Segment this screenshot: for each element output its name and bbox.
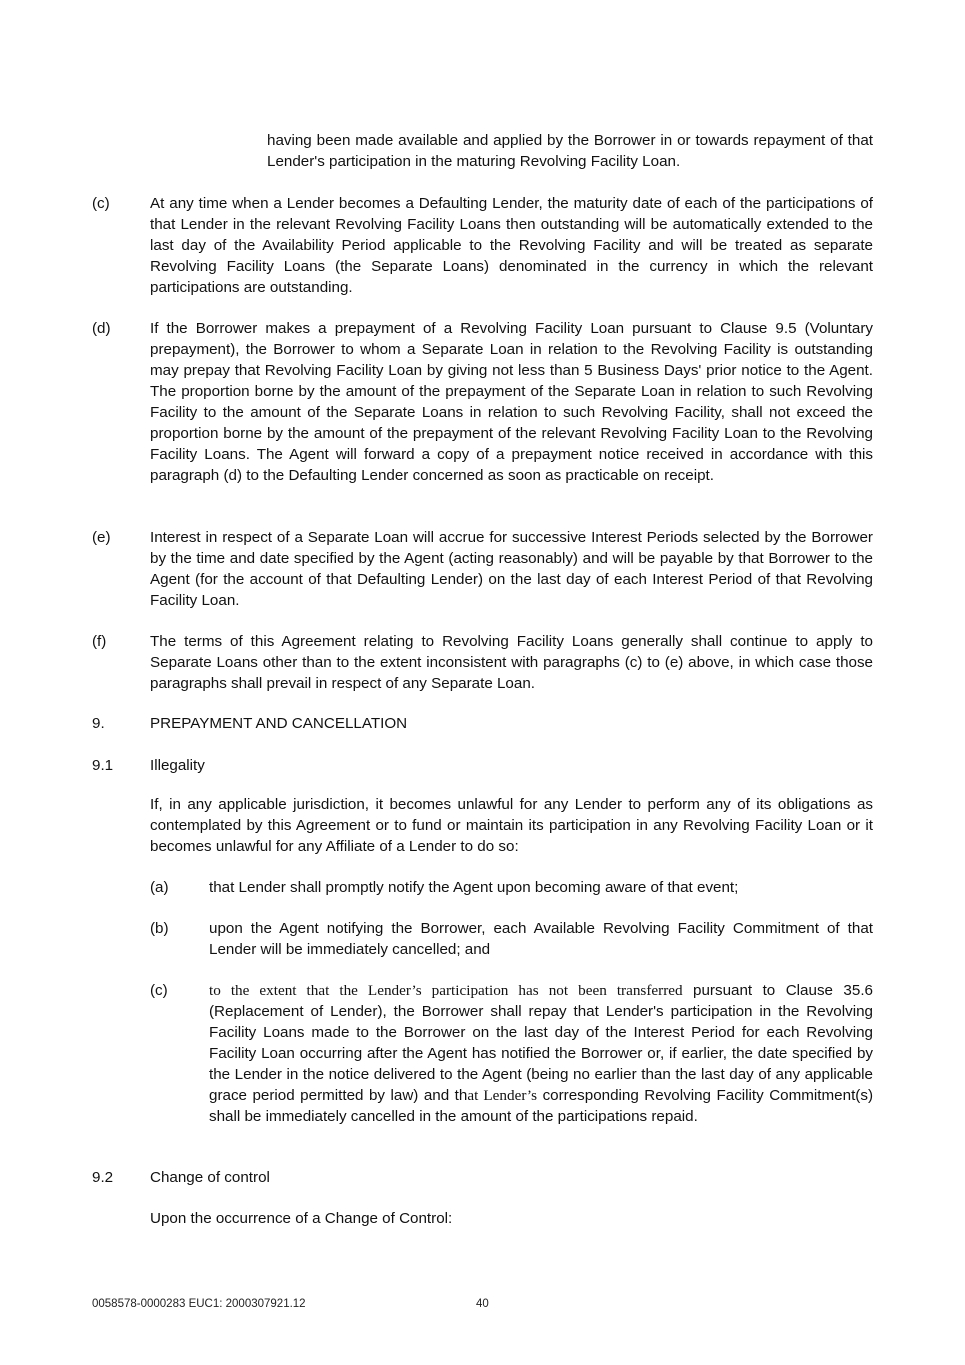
- clause-9-2-number: 9.2: [92, 1169, 114, 1186]
- paragraph-f-text: The terms of this Agreement relating to Revolving Facility Loans generally shall continue to apply to Separate Loans other than to the extent inconsistent with paragraphs (c) to (e) above, in which case those paragraphs shall prevail in respect of any Separate Loan.: [150, 633, 873, 692]
- clause-9-1-item-label-a: (a): [150, 879, 169, 896]
- clause-9-1-item-c-text: [209, 980, 873, 1127]
- clause-9-1-item-label-c: (c): [150, 982, 168, 999]
- clause-9-1-number: 9.1: [92, 757, 114, 774]
- item-c-end: corresponding Revolving Facility Commitment(s) shall be immediately cancelled in the amount of the participations repaid.: [209, 1087, 874, 1125]
- section-number: 9.: [92, 715, 105, 732]
- section-heading: PREPAYMENT AND CANCELLATION: [150, 715, 408, 732]
- paragraph-label-f: (f): [92, 633, 107, 650]
- paragraph-label-d: (d): [92, 320, 111, 337]
- clause-9-1-heading: Illegality: [150, 757, 205, 774]
- clause-9-2-heading: Change of control: [150, 1169, 270, 1186]
- clause-9-1-item-a-text: that Lender shall promptly notify the Agent upon becoming aware of that event;: [209, 879, 739, 896]
- paragraph-d-text: If the Borrower makes a prepayment of a Revolving Facility Loan pursuant to Clause 9.5 (Voluntary prepayment), the Borrower to whom a Separate Loan in relation to the Revolving Facility is outstanding may prepay that Revolving Facility Loan by giving not less than 5 Business Days' prior notice to the Agent. The proportion borne by the amount of the prepayment of the Separate Loan in relation to such Revolving Facility to the amount of the Separate Loans in relation to such Revolving Facility, shall not exceed the proportion borne by the amount of the prepayment of the relevant Revolving Facility Loan to the Revolving Facility Loans. The Agent will forward a copy of a prepayment notice received in accordance with this paragraph (d) to the Defaulting Lender concerned as soon as practicable on receipt.: [150, 320, 873, 484]
- footer-page-number: 40: [476, 1298, 489, 1310]
- item-c-serif-end: at Lender’s: [467, 1087, 538, 1104]
- item-c-middle: pursuant to Clause 35.6 (Replacement of Lender), the Borrower shall repay that Lender's participation in the Revolving Facility Loans made to the Borrower on the last day of the Interest Period for each Revolving Facility Loan occurring after the Agent has notified the Borrower or, if earlier, the date specified by the Lender in the notice delivered to the Agent (being no earlier than the last day of any applicable grace period permitted by law) and th: [209, 982, 873, 1104]
- clause-9-1-intro: If, in any applicable jurisdiction, it becomes unlawful for any Lender to perform any of its obligations as contemplated by this Agreement or to fund or maintain its participation in any Revolving Facility Loan or it becomes unlawful for any Affiliate of a Lender to do so:: [150, 796, 873, 855]
- clause-9-1-item-b-text: upon the Agent notifying the Borrower, each Available Revolving Facility Commitment of that Lender will be immediately cancelled; and: [209, 920, 873, 958]
- clause-9-2-intro: Upon the occurrence of a Change of Control:: [150, 1210, 453, 1227]
- footer-doc-reference: 0058578-0000283 EUC1: 2000307921.12: [92, 1298, 306, 1310]
- paragraph-label-e: (e): [92, 529, 111, 546]
- continuation-paragraph: having been made available and applied by the Borrower in or towards repayment of that Lender's participation in the maturing Revolving Facility Loan.: [267, 132, 873, 170]
- paragraph-c-text: At any time when a Lender becomes a Defaulting Lender, the maturity date of each of the participations of that Lender in the relevant Revolving Facility Loans then outstanding will be automatically extended to the last day of the Availability Period applicable to the Revolving Facility and will be treated as separate Revolving Facility Loans (the Separate Loans) denominated in the currency in which the relevant participations are outstanding.: [150, 195, 873, 296]
- item-c-serif-start: to the extent that the Lender’s participation has not been transferred: [209, 982, 683, 999]
- paragraph-label-c: (c): [92, 195, 110, 212]
- paragraph-e-text: Interest in respect of a Separate Loan will accrue for successive Interest Periods selected by the Borrower by the time and date specified by the Agent (acting reasonably) and will be payable by that Borrower to the Agent (for the account of that Defaulting Lender) on the last day of each Interest Period of that Revolving Facility Loan.: [150, 529, 873, 609]
- clause-9-1-item-label-b: (b): [150, 920, 169, 937]
